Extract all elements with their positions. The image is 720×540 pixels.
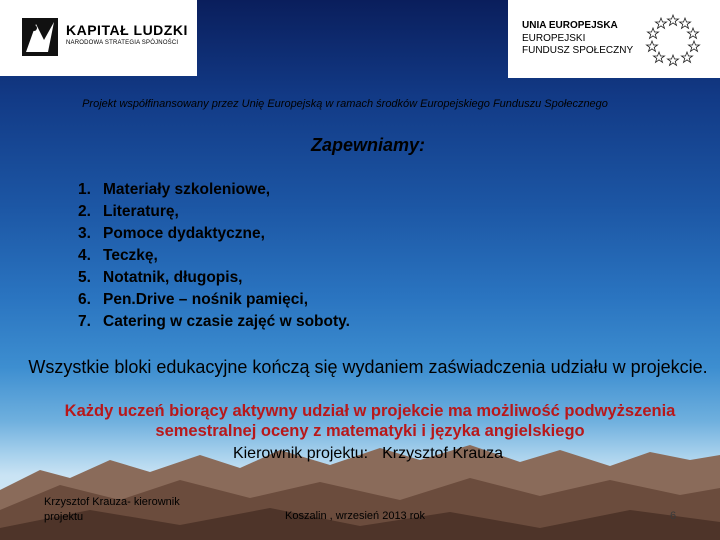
kapital-ludzki-title: KAPITAŁ LUDZKI: [66, 22, 188, 38]
slide-number: 6: [670, 510, 677, 522]
grade-improvement-notice: Każdy uczeń biorący aktywny udział w projekcie ma możliwość podwyższenia semestralnej oceny z matematyki i języka angielskiego: [64, 402, 676, 440]
list-item: [78, 201, 350, 223]
list-item-number: 6.: [78, 291, 91, 308]
list-item-text: Catering w czasie zajęć w soboty.: [103, 313, 350, 330]
list-item: [78, 223, 350, 245]
provided-items-list: [78, 179, 350, 333]
kapital-ludzki-subtitle: NARODOWA STRATEGIA SPÓJNOŚCI: [66, 40, 179, 46]
certificate-paragraph: Wszystkie bloki edukacyjne kończą się wydaniem zaświadczenia udziału w projekcie.: [28, 357, 708, 377]
list-item-number: 4.: [78, 247, 91, 264]
list-item: [78, 311, 350, 333]
kapital-ludzki-logo: [0, 0, 197, 76]
list-item-text: Materiały szkoleniowe,: [103, 181, 271, 198]
eu-stars-icon: [644, 10, 702, 68]
slide-heading: Zapewniamy:: [310, 135, 426, 155]
list-item-text: Pomoce dydaktyczne,: [103, 225, 265, 242]
cofinancing-text: Projekt współfinansowany przez Unię Europejską w ramach środków Europejskiego Funduszu Społecznego: [82, 98, 608, 110]
list-item: [78, 245, 350, 267]
project-manager-line: [0, 445, 720, 463]
footer-place-date: Koszalin , wrzesień 2013 rok: [285, 510, 426, 522]
list-item-number: 5.: [78, 269, 91, 286]
ue-efs-logo: [508, 0, 720, 78]
manager-label: Kierownik projektu:: [232, 445, 369, 462]
ue-logo-line1: UNIA EUROPEJSKA: [522, 20, 618, 31]
list-item-text: Teczkę,: [103, 247, 158, 264]
ue-logo-line3: FUNDUSZ SPOŁECZNY: [522, 45, 634, 56]
list-item: [78, 179, 350, 201]
list-item-number: 1.: [78, 181, 91, 198]
list-item-number: 7.: [78, 313, 91, 330]
ue-logo-line2: EUROPEJSKI: [522, 33, 586, 44]
list-item-number: 2.: [78, 203, 91, 220]
list-item-text: Notatnik, długopis,: [103, 269, 243, 286]
list-item-text: Literaturę,: [103, 203, 179, 220]
list-item-number: 3.: [78, 225, 91, 242]
list-item: [78, 267, 350, 289]
footer-author: Krzysztof Krauza- kierownik projektu: [44, 496, 180, 523]
list-item: [78, 289, 350, 311]
kapital-ludzki-emblem-icon: [22, 18, 58, 56]
list-item-text: Pen.Drive – nośnik pamięci,: [103, 291, 309, 308]
manager-name: Krzysztof Krauza: [382, 445, 504, 462]
